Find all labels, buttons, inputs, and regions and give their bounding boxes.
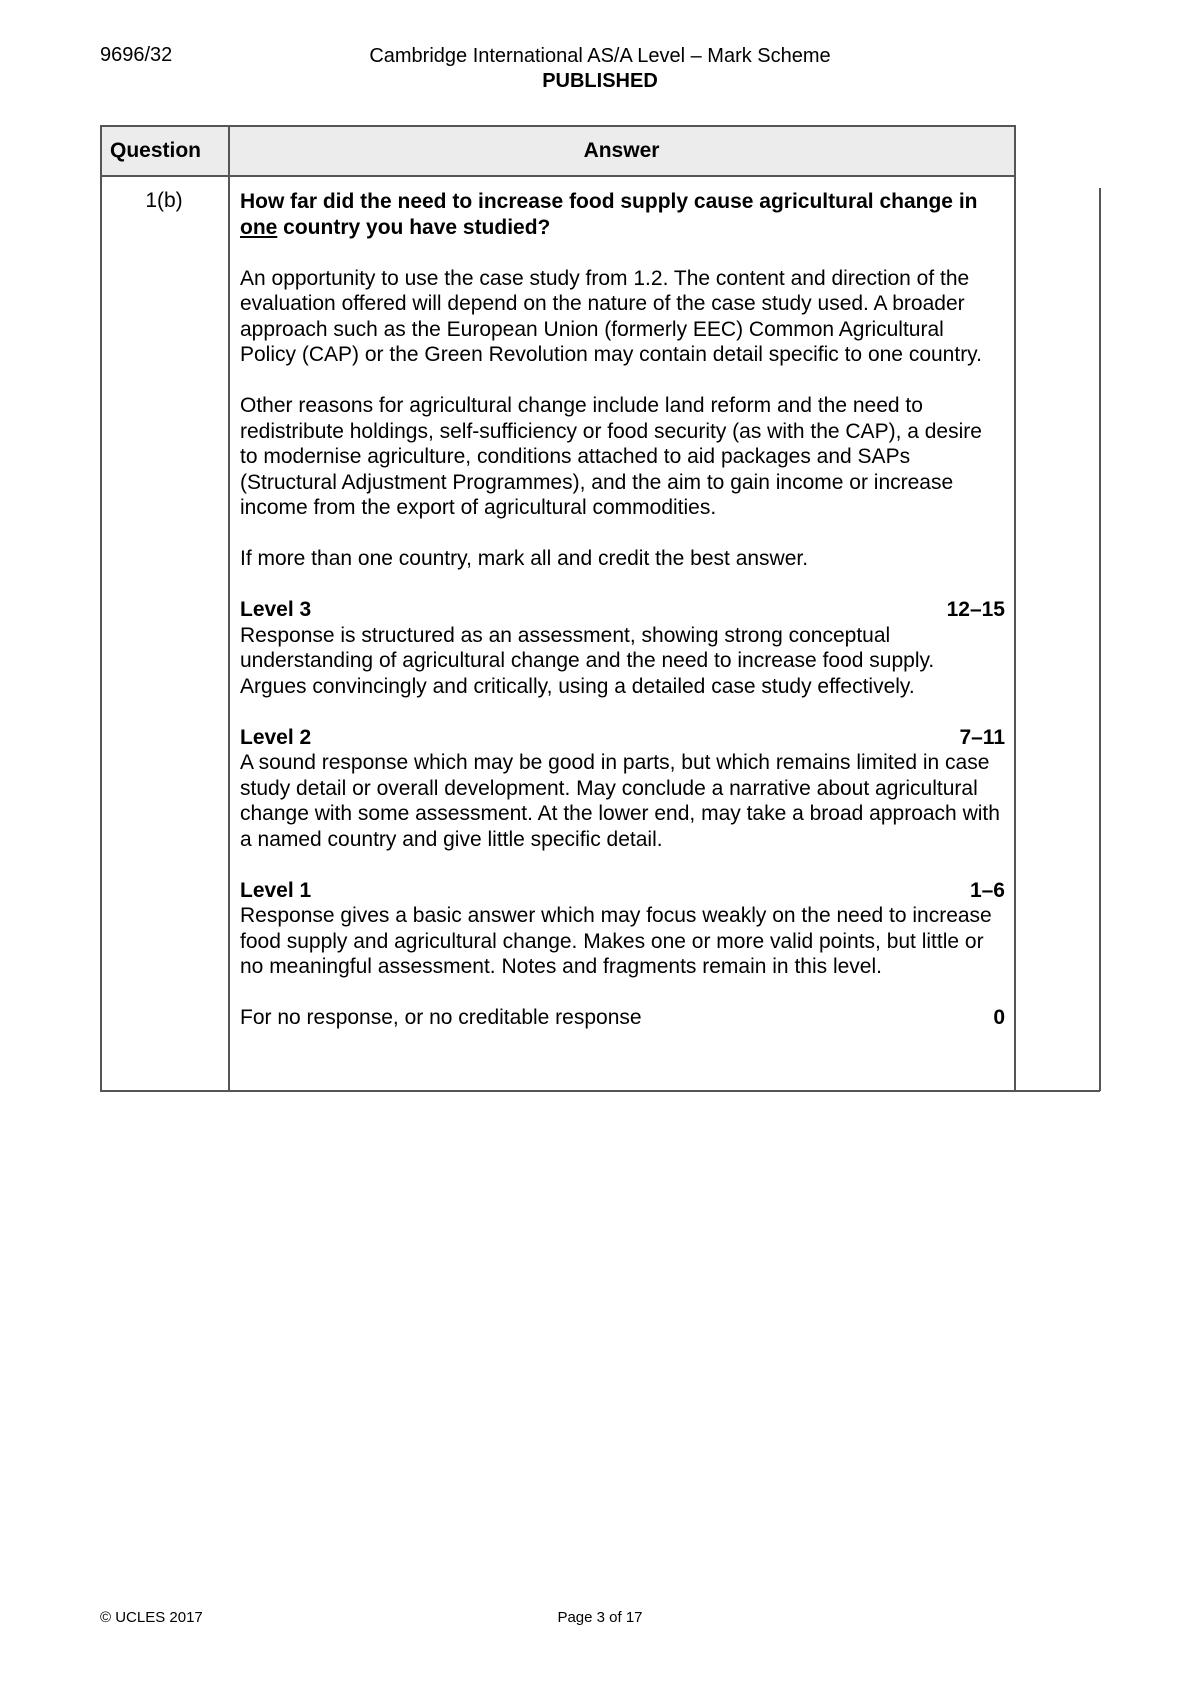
column-header-answer: Answer bbox=[583, 139, 660, 162]
document-title: Cambridge International AS/A Level – Mark Scheme bbox=[369, 45, 831, 67]
document-header bbox=[330, 44, 870, 94]
table-header-divider bbox=[100, 175, 1015, 177]
column-header-question: Question bbox=[110, 139, 202, 162]
level-3-description: Response is structured as an assessment, showing strong conceptual understanding of agricultural change and the need to increase food supply. Argues convincingly and critically, using a detailed case study effectively. bbox=[240, 623, 935, 698]
table-extra-right-border bbox=[1099, 188, 1101, 1091]
level-1-description: Response gives a basic answer which may focus weakly on the need to increase food supply and agricultural change. Makes one or more valid points, but little or no meaningful assessment. Notes and fragments remain in this level. bbox=[240, 904, 992, 978]
table-border-top bbox=[100, 125, 1015, 127]
level-2-heading bbox=[240, 725, 1005, 751]
answer-cell bbox=[240, 189, 1005, 1031]
document-code: 9696/32 bbox=[100, 44, 173, 66]
level-1-marks: 1–6 bbox=[969, 878, 1005, 902]
level-2-block bbox=[240, 725, 1005, 853]
level-3-block bbox=[240, 597, 1005, 699]
answer-paragraph-2: Other reasons for agricultural change include land reform and the need to redistribute holdings, self-sufficiency or food security (as with the CAP), a desire to modernise agriculture, conditions attached to aid packages and SAPs (Structural Adjustment Programmes), and the aim to gain income or increase income from the export of agricultural commodities. bbox=[240, 394, 982, 519]
question-number: 1(b) bbox=[145, 189, 183, 212]
level-2-description: A sound response which may be good in parts, but which remains limited in case study detail or overall development. May conclude a narrative about agricultural change with some assessment. At the lower end, may take a broad approach with a named country and give little specific detail. bbox=[240, 751, 1000, 851]
level-1-label: Level 1 bbox=[240, 878, 312, 902]
level-1-heading bbox=[240, 878, 1005, 904]
level-2-label: Level 2 bbox=[240, 725, 312, 749]
level-3-label: Level 3 bbox=[240, 598, 312, 621]
answer-paragraph-3: If more than one country, mark all and credit the best answer. bbox=[240, 547, 809, 570]
question-title bbox=[240, 189, 1005, 240]
level-2-marks: 7–11 bbox=[959, 725, 1005, 749]
question-title-part2: country you have studied? bbox=[277, 215, 551, 239]
no-response-row bbox=[240, 1005, 1005, 1031]
table-marks-divider bbox=[1014, 125, 1016, 1091]
no-response-text: For no response, or no creditable response bbox=[240, 1006, 642, 1029]
question-title-part1: How far did the need to increase food supply cause agricultural change in bbox=[240, 190, 978, 213]
question-title-underlined: one bbox=[240, 215, 278, 239]
table-column-divider bbox=[228, 125, 230, 1091]
level-3-marks: 12–15 bbox=[946, 598, 1005, 621]
table-border-bottom bbox=[100, 1090, 1100, 1092]
level-3-heading bbox=[240, 597, 1005, 623]
document-status: PUBLISHED bbox=[542, 70, 658, 92]
table-border-left bbox=[100, 125, 102, 1091]
footer-copyright: © UCLES 2017 bbox=[100, 1609, 203, 1626]
footer-page-number: Page 3 of 17 bbox=[557, 1609, 643, 1626]
no-response-marks: 0 bbox=[993, 1006, 1005, 1029]
level-1-block bbox=[240, 878, 1005, 980]
answer-paragraph-1: An opportunity to use the case study from 1.2. The content and direction of the evaluation offered will depend on the nature of the case study used. A broader approach such as the European Union (formerly EEC) Common Agricultural Policy (CAP) or the Green Revolution may contain detail specific to one country. bbox=[240, 266, 982, 366]
